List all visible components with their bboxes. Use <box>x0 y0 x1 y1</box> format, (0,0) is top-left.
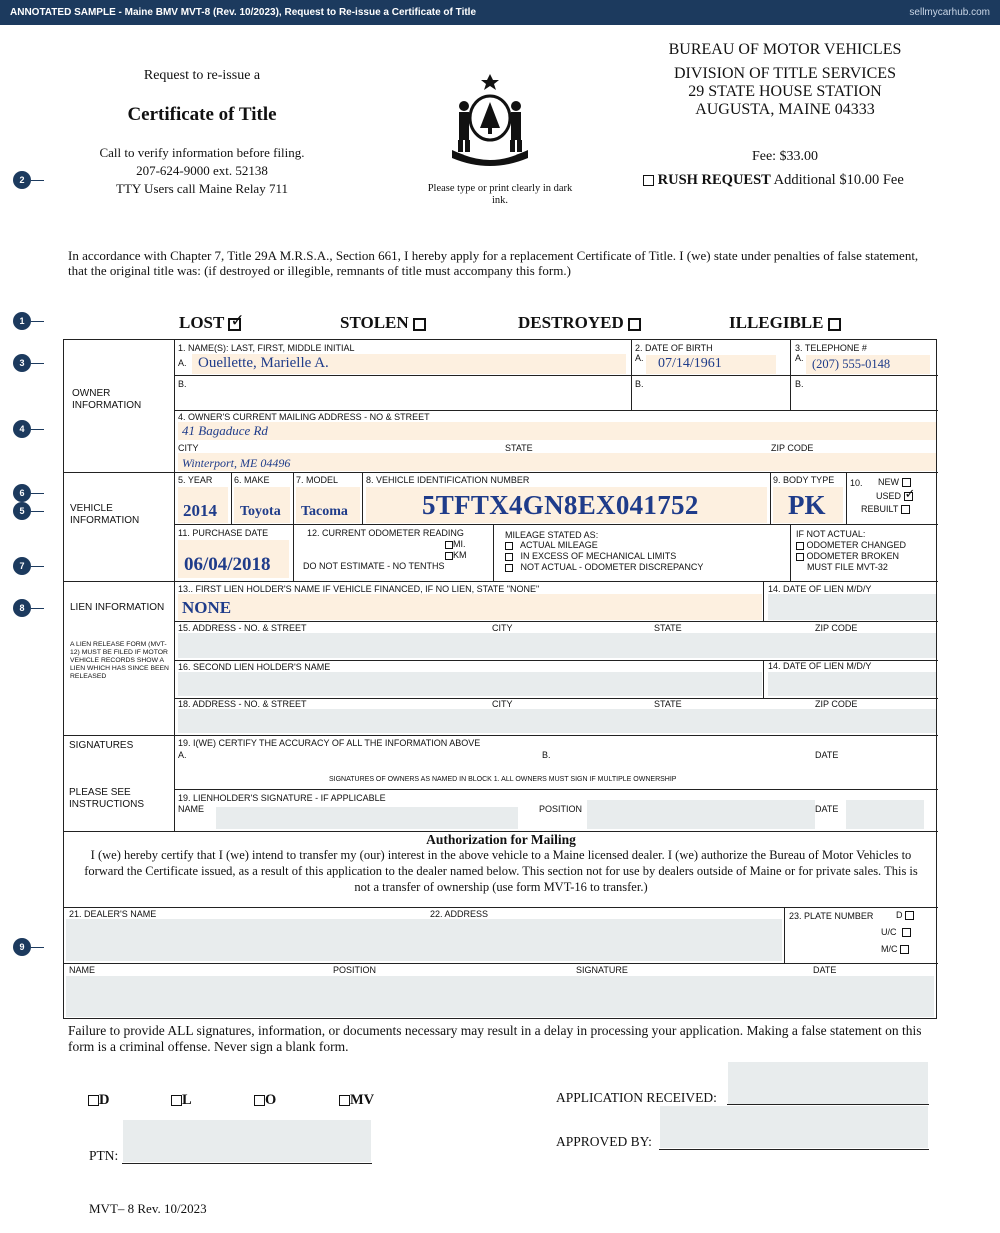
lien-release-note: A LIEN RELEASE FORM (MVT-12) MUST BE FILED IF MOTOR VEHICLE RECORDS SHOW A LIEN WHICH HAS SINCE BEEN RELEASED <box>70 641 169 680</box>
name-b-prefix: B. <box>178 379 187 389</box>
annotation-marker-2: 2 <box>13 171 31 189</box>
form-title: Certificate of Title <box>127 104 277 125</box>
division-name: DIVISION OF TITLE SERVICES <box>674 65 896 82</box>
office-o[interactable]: O <box>254 1092 276 1109</box>
rebuilt-checkbox[interactable] <box>901 505 910 514</box>
phone-b-prefix: B. <box>795 379 804 389</box>
dealer-contact-name-label: NAME <box>69 965 96 975</box>
destroyed-label: DESTROYED <box>518 313 624 332</box>
year-label: 5. YEAR <box>178 475 213 485</box>
plate-uc[interactable]: U/C <box>881 927 911 937</box>
dealer-position-label: POSITION <box>333 965 377 975</box>
lien-section-label: LIEN INFORMATION <box>70 602 165 613</box>
call-line: Call to verify information before filing. <box>99 145 305 160</box>
model-label: 7. MODEL <box>296 475 339 485</box>
lien2-city-label: CITY <box>492 699 513 709</box>
lien-state-label: STATE <box>654 623 682 633</box>
office-mv[interactable]: MV <box>339 1092 374 1109</box>
top-banner <box>0 0 1000 25</box>
lienholder-name-field[interactable] <box>216 807 518 829</box>
rush-request <box>643 172 904 189</box>
second-lien-field[interactable] <box>178 672 762 696</box>
vehicle-make: Toyota <box>240 504 281 519</box>
status-stolen[interactable] <box>340 313 426 333</box>
ptn-label: PTN: <box>89 1148 119 1163</box>
lien-city-label: CITY <box>492 623 513 633</box>
banner-site: sellmycarhub.com <box>909 7 990 18</box>
approved-by-label: APPROVED BY: <box>556 1134 652 1149</box>
owner-zip-label: ZIP CODE <box>771 443 814 453</box>
vin-label: 8. VEHICLE IDENTIFICATION NUMBER <box>366 475 530 485</box>
lien2-state-label: STATE <box>654 699 682 709</box>
plate-d[interactable]: D <box>896 910 914 920</box>
illegible-label: ILLEGIBLE <box>729 313 824 332</box>
rush-fee: Additional $10.00 Fee <box>773 172 904 188</box>
signatures-section-label: SIGNATURES <box>69 740 134 751</box>
lienholder-name-label: NAME <box>178 804 205 814</box>
odo-broken[interactable]: ODOMETER BROKEN <box>796 551 899 561</box>
purchase-date: 06/04/2018 <box>184 554 271 575</box>
lien2-zip-label: ZIP CODE <box>815 699 858 709</box>
mileage-title: MILEAGE STATED AS: <box>505 530 599 540</box>
dob-a-prefix: A. <box>635 353 644 363</box>
dealer-name-label: 21. DEALER'S NAME <box>69 909 157 919</box>
phone-label: 3. TELEPHONE # <box>795 343 867 353</box>
bureau-name: BUREAU OF MOTOR VEHICLES <box>668 41 902 58</box>
banner-title: ANNOTATED SAMPLE - Maine BMV MVT-8 (Rev. 10/2023), Request to Re-issue a Certificate of Title <box>10 7 477 18</box>
if-not-actual: IF NOT ACTUAL: <box>796 529 866 539</box>
annotation-marker-1: 1 <box>13 312 31 330</box>
annotation-marker-3: 3 <box>13 354 31 372</box>
condition-label: 10. <box>850 478 863 488</box>
first-lien-name: NONE <box>182 598 232 617</box>
rush-label: RUSH REQUEST <box>657 172 771 188</box>
name-a-prefix: A. <box>178 358 187 368</box>
used-checkbox[interactable] <box>904 492 913 501</box>
lien-address-label: 15. ADDRESS - NO. & STREET <box>178 623 307 633</box>
annotation-marker-6: 6 <box>13 484 31 502</box>
annotation-marker-8: 8 <box>13 599 31 617</box>
dealer-address-label: 22. ADDRESS <box>430 909 489 919</box>
dealer-field[interactable] <box>66 919 782 961</box>
cond-rebuilt[interactable]: REBUILT <box>861 504 910 514</box>
approved-by-field[interactable] <box>660 1106 928 1148</box>
owner-city-label: CITY <box>178 443 199 453</box>
mileage-excess[interactable]: IN EXCESS OF MECHANICAL LIMITS <box>505 551 676 561</box>
dealer-signature-label: SIGNATURE <box>576 965 628 975</box>
mileage-actual[interactable]: ACTUAL MILEAGE <box>505 540 598 550</box>
illegible-checkbox[interactable] <box>828 318 841 331</box>
plate-mc[interactable]: M/C <box>881 944 909 954</box>
office-mv-checkbox[interactable] <box>339 1095 350 1106</box>
owner-address: 41 Bagaduce Rd <box>182 423 268 438</box>
certify-label: 19. I(WE) CERTIFY THE ACCURACY OF ALL THE INFORMATION ABOVE <box>178 738 481 748</box>
owner-city-state: Winterport, ME 04496 <box>182 456 291 470</box>
plate-d-checkbox[interactable] <box>905 911 914 920</box>
mailing-title: Authorization for Mailing <box>426 832 576 847</box>
owner-state-label: STATE <box>505 443 533 453</box>
see-instructions: PLEASE SEE INSTRUCTIONS <box>69 787 144 810</box>
vehicle-model: Tacoma <box>301 504 348 519</box>
office-o-checkbox[interactable] <box>254 1095 265 1106</box>
form-grid <box>63 339 937 1019</box>
lien2-address-field[interactable] <box>178 709 936 733</box>
city-state-field[interactable] <box>178 453 936 471</box>
second-lien-label: 16. SECOND LIEN HOLDER'S NAME <box>178 662 331 672</box>
owner-section-label: OWNER INFORMATION <box>72 388 142 411</box>
destroyed-checkbox[interactable] <box>628 318 641 331</box>
street-address: 29 STATE HOUSE STATION <box>688 83 882 100</box>
dob-a: 07/14/1961 <box>658 356 722 371</box>
intro-text: In accordance with Chapter 7, Title 29A M.R.S.A., Section 661, I hereby apply for a replacement Certificate of Title. I (we) state under penalties of false statement, that the original title was: (if destroyed or illegible, remnants of title must accompany this form.) <box>68 248 919 278</box>
status-illegible[interactable] <box>729 313 841 333</box>
new-checkbox[interactable] <box>902 478 911 487</box>
owner-name-a: Ouellette, Marielle A. <box>198 355 329 371</box>
ptn-field[interactable] <box>123 1120 371 1162</box>
body-type-label: 9. BODY TYPE <box>773 475 835 485</box>
address-field[interactable] <box>178 422 936 440</box>
phone-line: 207-624-9000 ext. 52138 <box>136 163 268 178</box>
sig-b-prefix: B. <box>542 750 551 760</box>
must-file-note: MUST FILE MVT-32 <box>807 562 888 572</box>
lien-date-label: 14. DATE OF LIEN M/D/Y <box>768 584 872 594</box>
lienholder-date-field[interactable] <box>846 800 924 829</box>
maine-seal-icon <box>444 70 536 166</box>
plate-mc-checkbox[interactable] <box>900 945 909 954</box>
office-d[interactable]: D <box>88 1092 109 1109</box>
vehicle-year: 2014 <box>183 501 217 520</box>
lost-label: LOST <box>179 313 225 332</box>
application-received-label: APPLICATION RECEIVED: <box>556 1090 717 1105</box>
annotation-marker-5: 5 <box>13 502 31 520</box>
dealer-date-label: DATE <box>813 965 837 975</box>
lien-date2-field[interactable] <box>768 672 936 696</box>
cond-new[interactable]: NEW <box>878 477 911 487</box>
stolen-checkbox[interactable] <box>413 318 426 331</box>
purchase-date-label: 11. PURCHASE DATE <box>178 528 269 538</box>
annotation-marker-9: 9 <box>13 938 31 956</box>
odometer-label: 12. CURRENT ODOMETER READING <box>307 528 464 538</box>
annotation-marker-4: 4 <box>13 420 31 438</box>
stolen-label: STOLEN <box>340 313 409 332</box>
seal-note: Please type or print clearly in dark ink. <box>427 183 573 206</box>
tty-line: TTY Users call Maine Relay 711 <box>116 181 288 196</box>
mailing-text: I (we) hereby certify that I (we) intend to transfer my (our) interest in the above vehicle to a Maine licensed dealer. I (we) authorize the Bureau of Motor Vehicles to forward the Certificate issued, as a result of this application to the dealer named below. This section not for use by dealers outside of Maine or for private sales. This is not a transfer of ownership (use form MVT-16 to transfer.) <box>84 848 918 894</box>
plate-number-label: 23. PLATE NUMBER <box>789 911 874 921</box>
lien-address-field[interactable] <box>178 633 936 658</box>
dob-label: 2. DATE OF BIRTH <box>635 343 713 353</box>
lost-checkbox[interactable] <box>228 318 241 331</box>
first-lien-label: 13.. FIRST LIEN HOLDER'S NAME IF VEHICLE FINANCED, IF NO LIEN, STATE "NONE" <box>178 584 540 594</box>
lien2-address-label: 18. ADDRESS - NO. & STREET <box>178 699 307 709</box>
sig-a-prefix: A. <box>178 750 187 760</box>
dealer-signature-field[interactable] <box>66 976 934 1017</box>
names-label: 1. NAME(S): LAST, FIRST, MIDDLE INITIAL <box>178 343 355 353</box>
sig-date-label: DATE <box>815 750 839 760</box>
office-l-checkbox[interactable] <box>171 1095 182 1106</box>
address-label: 4. OWNER'S CURRENT MAILING ADDRESS - NO & STREET <box>178 412 430 422</box>
failure-warning: Failure to provide ALL signatures, information, or documents necessary may result in a delay in processing your application. Making a false statement on this form is a criminal offense. Never sign a blank form. <box>68 1023 922 1054</box>
odometer-mi[interactable]: MI. <box>445 539 466 549</box>
city-address: AUGUSTA, MAINE 04333 <box>695 101 875 118</box>
cond-used[interactable]: USED ✓ <box>876 491 913 501</box>
lienholder-sig-label: 19. LIENHOLDER'S SIGNATURE - IF APPLICABLE <box>178 793 386 803</box>
plate-uc-checkbox[interactable] <box>902 928 911 937</box>
revision-label: MVT– 8 Rev. 10/2023 <box>89 1201 207 1216</box>
owners-sign-note: SIGNATURES OF OWNERS AS NAMED IN BLOCK 1. ALL OWNERS MUST SIGN IF MULTIPLE OWNERSHIP <box>329 776 677 783</box>
odo-changed[interactable]: ODOMETER CHANGED <box>796 540 906 550</box>
phone-a-prefix: A. <box>795 353 804 363</box>
annotation-marker-7: 7 <box>13 557 31 575</box>
office-l[interactable]: L <box>171 1092 192 1109</box>
phone-a: (207) 555-0148 <box>812 357 891 371</box>
lienholder-position-field[interactable] <box>587 800 815 829</box>
odometer-km[interactable]: KM <box>445 550 467 560</box>
lien-zip-label: ZIP CODE <box>815 623 858 633</box>
no-estimate-note: DO NOT ESTIMATE - NO TENTHS <box>303 561 445 571</box>
fee-text: Fee: $33.00 <box>751 149 819 164</box>
dob-b-prefix: B. <box>635 379 644 389</box>
status-destroyed[interactable] <box>518 313 641 333</box>
rush-checkbox[interactable] <box>643 175 654 186</box>
vehicle-body-type: PK <box>788 490 826 520</box>
lienholder-date-label: DATE <box>815 804 839 814</box>
first-lien-field[interactable] <box>178 594 762 620</box>
lien-date-field[interactable] <box>768 594 936 620</box>
mileage-not-actual[interactable]: NOT ACTUAL - ODOMETER DISCREPANCY <box>505 562 703 572</box>
lien-date2-label: 14. DATE OF LIEN M/D/Y <box>768 661 872 671</box>
make-label: 6. MAKE <box>234 475 270 485</box>
request-line: Request to re-issue a <box>143 68 261 83</box>
office-d-checkbox[interactable] <box>88 1095 99 1106</box>
vehicle-vin: 5TFTX4GN8EX041752 <box>422 490 699 520</box>
lienholder-position-label: POSITION <box>539 804 583 814</box>
application-received-field[interactable] <box>728 1062 928 1104</box>
vehicle-section-label: VEHICLE INFORMATION <box>70 503 140 526</box>
status-lost[interactable] <box>179 313 241 333</box>
